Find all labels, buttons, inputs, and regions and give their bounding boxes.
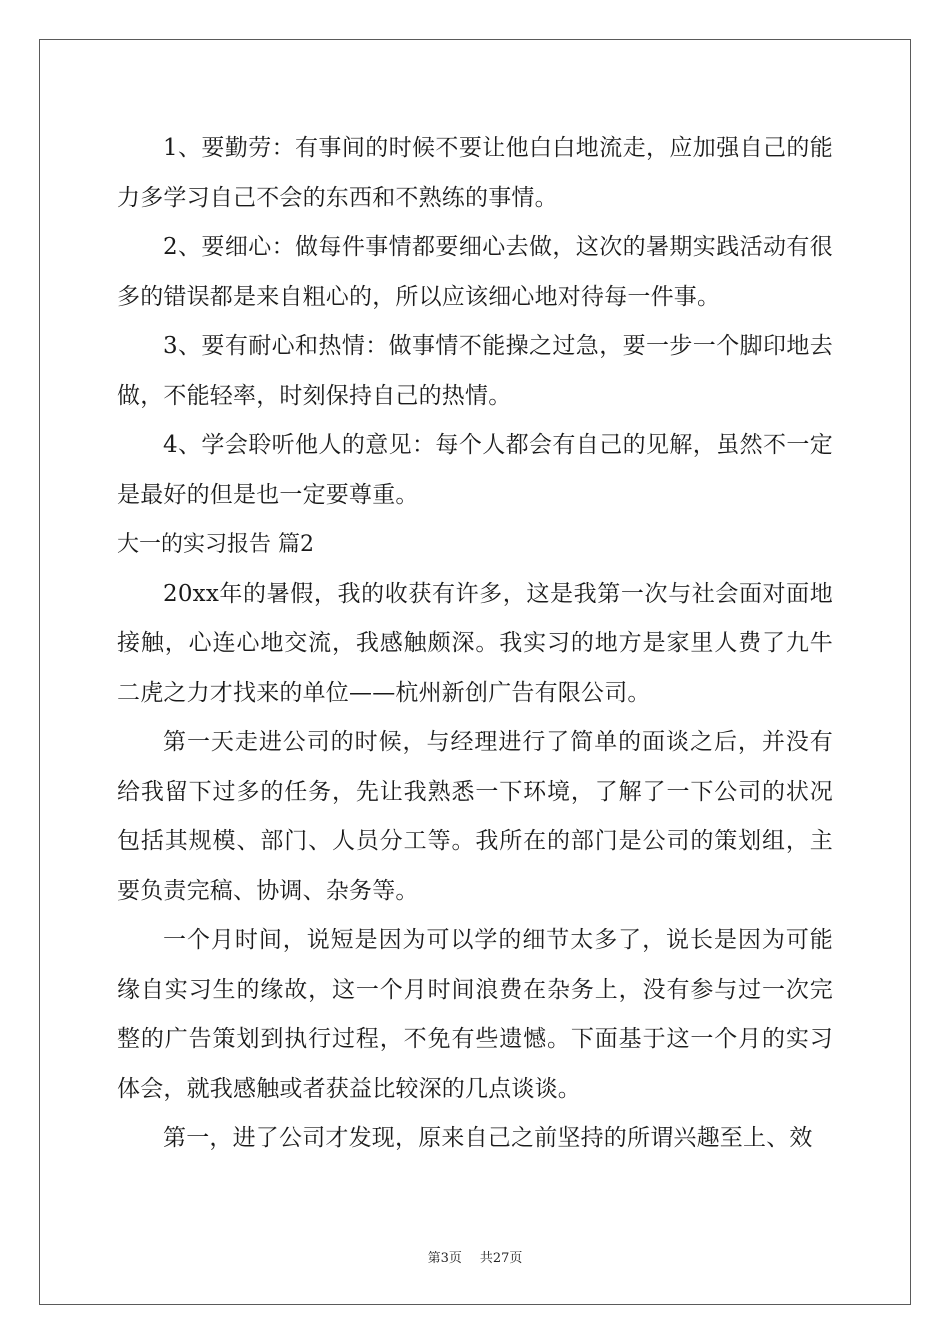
page-footer [0,1247,950,1266]
document-body [117,124,833,1164]
paragraph-first-point: 第一，进了公司才发现，原来自己之前坚持的所谓兴趣至上、效 [163,1125,813,1151]
page-number-current: 第3页 [427,1251,462,1266]
paragraph-summer: 20xx年的暑假，我的收获有许多，这是我第一次与社会面对面地接触，心连心地交流，我感触颇深。我实习的地方是家里人费了九牛二虎之力才找来的单位——杭州新创广告有限公司。 [117,580,833,706]
section-heading: 大一的实习报告 篇2 [117,532,314,557]
paragraph-listening: 4、学会聆听他人的意见：每个人都会有自己的见解，虽然不一定是最好的但是也一定要尊重。 [117,432,833,508]
paragraph-patience: 3、要有耐心和热情：做事情不能操之过急，要一步一个脚印地去做，不能轻率，时刻保持自己的热情。 [117,333,833,409]
paragraph-carefulness: 2、要细心：做每件事情都要细心去做，这次的暑期实践活动有很多的错误都是来自粗心的，所以应该细心地对待每一件事。 [117,234,833,310]
page-number-total: 共27页 [479,1251,523,1266]
paragraph-one-month: 一个月时间，说短是因为可以学的细节太多了，说长是因为可能缘自实习生的缘故，这一个月时间浪费在杂务上，没有参与过一次完整的广告策划到执行过程，不免有些遗憾。下面基于这一个月的实习体会，就我感触或者获益比较深的几点谈谈。 [117,927,833,1102]
paragraph-diligence: 1、要勤劳：有事间的时候不要让他白白地流走，应加强自己的能力多学习自己不会的东西和不熟练的事情。 [117,135,833,211]
paragraph-first-day: 第一天走进公司的时候，与经理进行了简单的面谈之后，并没有给我留下过多的任务，先让我熟悉一下环境，了解了一下公司的状况包括其规模、部门、人员分工等。我所在的部门是公司的策划组，主要负责完稿、协调、杂务等。 [117,729,833,904]
